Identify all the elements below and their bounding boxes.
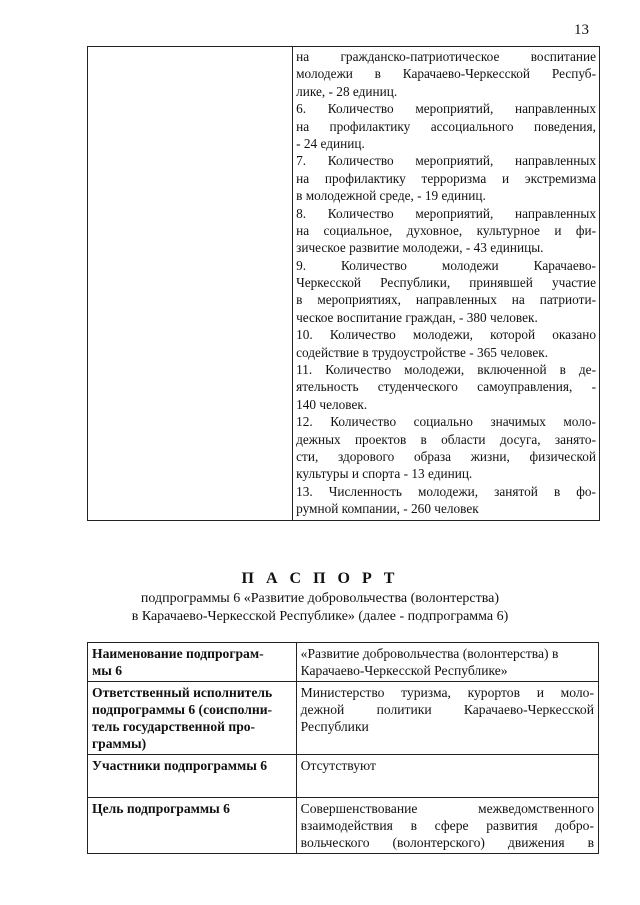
value-line: Карачаево-Черкесской Республике» <box>300 663 508 678</box>
passport-subtitle: в Карачаево-Черкесской Республике» (далее - подпрограмма 6) <box>131 609 509 624</box>
indicator-line: на гражданско-патриотическое воспитание <box>296 49 596 64</box>
indicator-line: румной компании, - 260 человек <box>296 501 479 517</box>
continuation-table <box>87 46 600 521</box>
indicator-line: 10. Количество молодежи, которой оказано <box>296 327 596 343</box>
label-line: мы 6 <box>92 663 123 678</box>
row-value-cell <box>296 643 598 682</box>
indicator-line: 140 человек. <box>296 396 368 412</box>
row-value-cell <box>296 682 598 755</box>
value-line: «Развитие добровольчества (волонтерства) в <box>300 646 559 661</box>
indicator-line: в мероприятиях, направленных на патриоти- <box>296 292 596 308</box>
label-line: граммы) <box>92 736 147 751</box>
label-line: Цель подпрограммы 6 <box>92 801 230 816</box>
indicator-line: на профилактику терроризма и экстремизма <box>296 170 596 186</box>
indicator-line: зическое развитие молодежи, - 43 единицы. <box>296 240 544 256</box>
table-row <box>88 643 599 682</box>
table-row <box>88 755 599 798</box>
passport-subtitle: подпрограммы 6 «Развитие добровольчества (волонтерства) <box>140 591 500 606</box>
indicator-line: 11. Количество молодежи, включенной в де- <box>296 362 596 378</box>
value-line: взаимодействия в сфере развития добро- <box>300 818 594 833</box>
value-line: Республики <box>300 719 369 734</box>
label-line: Ответственный исполнитель <box>92 685 273 700</box>
label-line: тель государственной про- <box>92 719 256 734</box>
passport-title: П А С П О Р Т <box>241 570 399 587</box>
indicator-line: - 24 единиц. <box>296 135 365 151</box>
indicator-line: ческое воспитание граждан, - 380 человек. <box>296 309 538 325</box>
indicator-line: содействие в трудоустройстве - 365 человек. <box>296 344 549 360</box>
passport-table <box>87 642 599 854</box>
value-line: вольческого (волонтерского) движения в <box>300 835 594 850</box>
label-line: Участники подпрограммы 6 <box>92 758 268 773</box>
indicator-line: 9. Количество молодежи Карачаево- <box>296 257 596 273</box>
row-label-cell <box>88 755 297 798</box>
indicator-line: дежных проектов в области досуга, занято- <box>296 431 596 447</box>
table-row <box>88 682 599 755</box>
indicator-line: на социальное, духовное, культурное и фи- <box>296 222 596 238</box>
indicator-line: лике, - 28 единиц. <box>296 83 398 99</box>
indicator-line: 7. Количество мероприятий, направленных <box>296 153 596 169</box>
indicator-line: сти, здорового образа жизни, физической <box>296 448 596 464</box>
value-line: дежной политики Карачаево-Черкесской <box>300 702 594 717</box>
value-line: Министерство туризма, курортов и моло- <box>300 685 594 700</box>
indicator-line: молодежи в Карачаево-Черкесской Респуб- <box>296 66 596 82</box>
label-line: Наименование подпрограм- <box>92 646 264 661</box>
indicator-line: культуры и спорта - 13 единиц. <box>296 466 473 482</box>
indicator-line: Черкесской Республики, принявшей участие <box>296 275 596 291</box>
empty-label-cell <box>88 47 293 521</box>
value-line: Совершенствование межведомственного <box>300 801 594 816</box>
row-value-cell <box>296 755 598 798</box>
indicator-line: 8. Количество мероприятий, направленных <box>296 205 596 221</box>
indicator-line: в молодежной среде, - 19 единиц. <box>296 188 486 204</box>
page-number: 13 <box>574 22 589 38</box>
row-label-cell <box>88 682 297 755</box>
label-line: подпрограммы 6 (соисполни- <box>92 702 273 717</box>
indicator-line: 13. Численность молодежи, занятой в фо- <box>296 483 596 499</box>
indicator-line: 6. Количество мероприятий, направленных <box>296 101 596 117</box>
indicator-line: на профилактику ассоциального поведения, <box>296 118 596 134</box>
indicator-line: 12. Количество социально значимых моло- <box>296 414 596 430</box>
row-value-cell <box>296 798 598 854</box>
table-row <box>88 47 600 521</box>
row-label-cell <box>88 643 297 682</box>
value-line: Отсутствуют <box>300 758 376 773</box>
indicators-cell <box>293 47 600 521</box>
row-label-cell <box>88 798 297 854</box>
table-row <box>88 798 599 854</box>
indicator-line: ятельность студенческого самоуправления, - <box>296 379 596 395</box>
